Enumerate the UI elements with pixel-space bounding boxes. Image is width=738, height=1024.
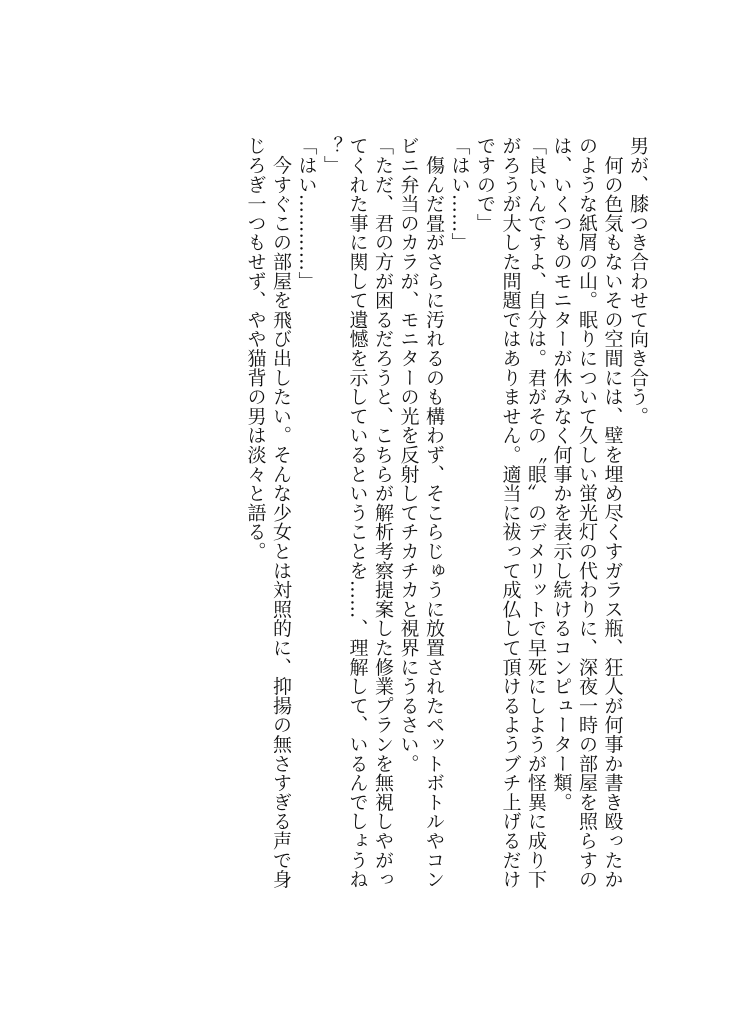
text-line-11: 「ただ、君の方が困るだろうと、こちらが解析考察提案した修業プランを無視しやがっ [372, 136, 394, 889]
vertical-text-block [242, 136, 650, 911]
text-line-3: のような紙屑の山。眠りについて久しい蛍光灯の代わりに、深夜一時の部屋を照らすの [576, 136, 598, 889]
text-line-1: 男が、膝つき合わせて向き合う。 [627, 136, 649, 426]
text-line-5: 「良いんですよ、自分は。君がその〝眼〟のデメリットで早死にしようが怪異に成り下 [525, 136, 547, 889]
text-line-12: てくれた事に関して遺憾を示しているということを……、理解して、いるんでしょうね [346, 136, 369, 889]
text-line-13: ？」 [321, 136, 343, 175]
text-line-9: 傷んだ畳がさらに汚れるのも構わず、そこらじゅうに放置されたペットボトルやコン [423, 136, 445, 889]
text-line-8: 「はい……」 [448, 136, 471, 252]
text-line-7: ですので」 [474, 136, 496, 233]
text-line-16: じろぎ一つもせず、やや猫背の男は淡々と語る。 [244, 136, 267, 561]
text-line-15: 今すぐこの部屋を飛び出したい。そんな少女とは対照的に、抑揚の無さすぎる声で身 [270, 136, 292, 889]
text-line-14: 「はい…………」 [295, 136, 318, 291]
text-line-10: ビニ弁当のカラが、モニターの光を反射してチカチカと視界にうるさい。 [397, 136, 420, 773]
text-line-6: がろうが大した問題ではありません。適当に祓って成仏して頂けるようブチ上げるだけ [499, 136, 522, 889]
text-line-4: は、いくつものモニターが休みなく何事かを表示し続けるコンピューター類。 [550, 136, 573, 812]
text-line-2: 何の色気もないその空間には、壁を埋め尽くすガラス瓶、狂人が何事か書き殴ったか [601, 136, 624, 889]
